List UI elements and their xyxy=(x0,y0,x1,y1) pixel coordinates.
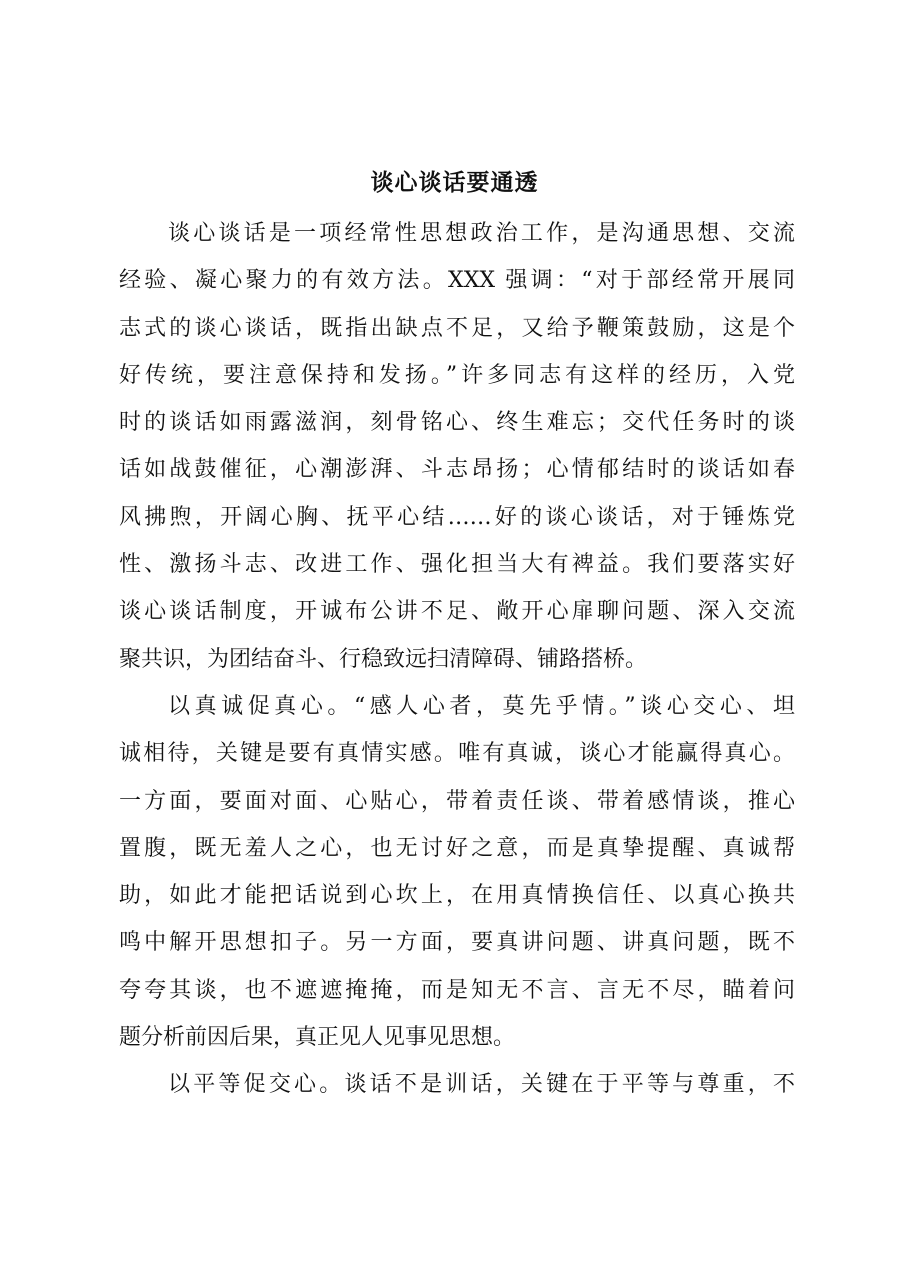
paragraph-line: 谈心谈话制度，开诚布公讲不足、敞开心扉聊问题、深入交流 xyxy=(119,599,795,625)
paragraph-line: 一方面，要面对面、心贴心，带着责任谈、带着感情谈，推心 xyxy=(119,788,795,814)
paragraph-1 xyxy=(119,210,795,683)
paragraph-3 xyxy=(119,1061,795,1108)
paragraph-line: 助，如此才能把话说到心坎上，在用真情换信任、以真心换共 xyxy=(119,883,795,909)
paragraph-line: 谈心谈话是一项经常性思想政治工作，是沟通思想、交流 xyxy=(168,221,795,246)
paragraph-line: 以真诚促真心。“感人心者，莫先乎情。”谈心交心、坦 xyxy=(168,693,795,719)
paragraph-line: 志式的谈心谈话，既指出缺点不足，又给予鞭策鼓励，这是个 xyxy=(119,315,795,341)
paragraph-line: 置腹，既无羞人之心，也无讨好之意，而是真挚提醒、真诚帮 xyxy=(119,835,795,861)
paragraph-line: 话如战鼓催征，心潮澎湃、斗志昂扬；心情郁结时的谈话如春 xyxy=(119,457,795,483)
paragraph-line: 好传统，要注意保持和发扬。”许多同志有这样的经历，入党 xyxy=(119,362,795,388)
document-body xyxy=(119,210,795,1109)
paragraph-line: 鸣中解开思想扣子。另一方面，要真讲问题、讲真问题，既不 xyxy=(119,930,795,956)
paragraph-line: 题分析前因后果，真正见人见事见思想。 xyxy=(119,1025,516,1051)
paragraph-line: 夸夸其谈，也不遮遮掩掩，而是知无不言、言无不尽，瞄着问 xyxy=(119,977,795,1003)
document-title: 谈心谈话要通透 xyxy=(370,169,539,196)
paragraph-2 xyxy=(119,683,795,1061)
paragraph-line: 聚共识，为团结奋斗、行稳致远扫清障碍、铺路搭桥。 xyxy=(119,646,648,672)
paragraph-line: 性、激扬斗志、改进工作、强化担当大有裨益。我们要落实好 xyxy=(119,552,795,578)
paragraph-line: 时的谈话如雨露滋润，刻骨铭心、终生难忘；交代任务时的谈 xyxy=(119,410,795,436)
paragraph-line: 诚相待，关键是要有真情实感。唯有真诚，谈心才能赢得真心。 xyxy=(119,741,795,767)
paragraph-line: 经验、凝心聚力的有效方法。XXX 强调：“对于部经常开展同 xyxy=(119,268,795,294)
paragraph-line: 风拂煦，开阔心胸、抚平心结……好的谈心谈话，对于锤炼党 xyxy=(119,504,795,530)
paragraph-line: 以平等促交心。谈话不是训话，关键在于平等与尊重，不 xyxy=(168,1072,795,1098)
